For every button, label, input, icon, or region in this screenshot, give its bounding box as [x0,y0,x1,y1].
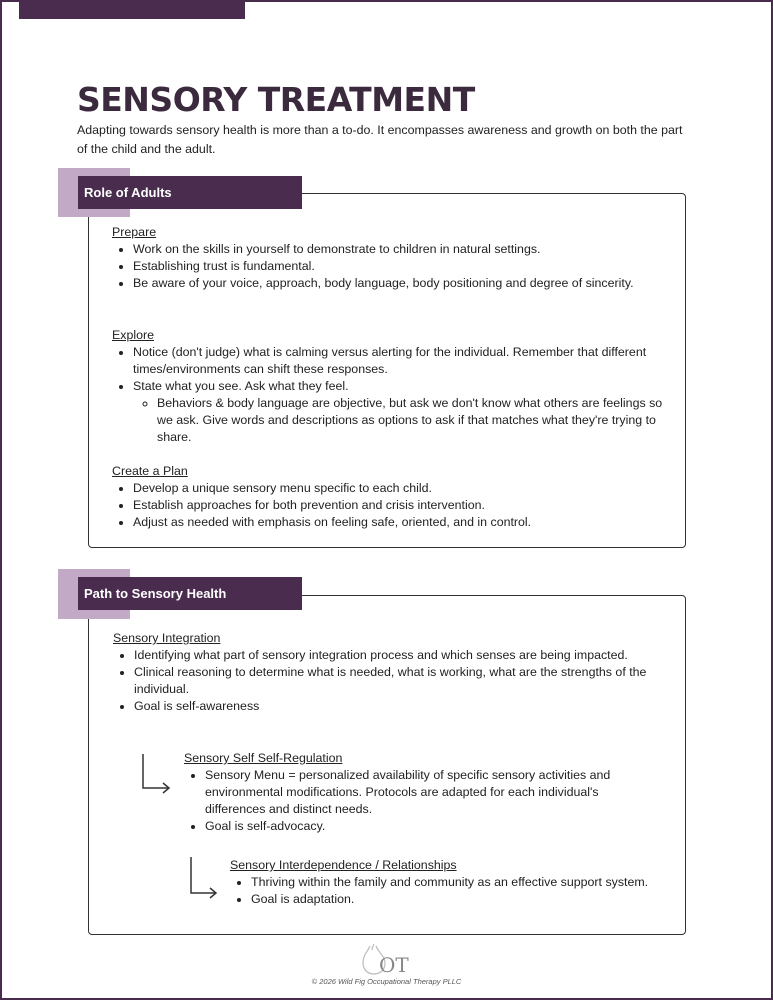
list-item: • Establishing trust is fundamental. [133,258,672,275]
wild-fig-logo-icon [360,942,414,976]
list-item: • Goal is adaptation. [251,891,650,908]
regulation-heading: Sensory Self Self-Regulation [184,751,343,765]
intro-text: Adapting towards sensory health is more than a to-do. It encompasses awareness and growth on both the part of the child and the adult. [77,123,683,156]
page-title: SENSORY TREATMENT [77,80,475,119]
integration-list [113,647,653,715]
interdependence-section [230,857,650,908]
list-item: • Clinical reasoning to determine what is needed, what is working, what are the strengths of the individual. [134,664,653,698]
regulation-section [184,750,654,835]
list-item: • Thriving within the family and community as an effective support system. [251,874,650,891]
list-item: • Notice (don't judge) what is calming versus alerting for the individual. Remember that different times/environments can shift these responses. [133,344,672,378]
plan-heading: Create a Plan [112,464,188,478]
top-accent-bar [19,0,245,19]
logo-text: OT [379,953,409,976]
copyright-footer: © 2026 Wild Fig Occupational Therapy PLLC [311,977,462,986]
list-item: • Work on the skills in yourself to demonstrate to children in natural settings. [133,241,672,258]
role-of-adults-tab: Role of Adults [78,176,302,209]
explore-heading: Explore [112,328,155,342]
explore-section [112,327,672,446]
integration-heading: Sensory Integration [113,631,221,645]
plan-section [112,463,672,531]
integration-section [113,630,653,715]
explore-list [112,344,672,395]
arrow-down-right-icon [140,752,174,794]
interdependence-list [230,874,650,908]
list-item: • Be aware of your voice, approach, body language, body positioning and degree of sincerity. [133,275,672,292]
list-item: • Adjust as needed with emphasis on feeling safe, oriented, and in control. [133,514,672,531]
prepare-heading: Prepare [112,225,157,239]
arrow-down-right-icon [188,855,220,899]
prepare-section [112,224,672,292]
regulation-list [184,767,654,835]
list-item: • Identifying what part of sensory integration process and which senses are being impacted. [134,647,653,664]
prepare-list [112,241,672,292]
interdependence-heading: Sensory Interdependence / Relationships [230,858,457,872]
list-item: • Develop a unique sensory menu specific to each child. [133,480,672,497]
list-item: • Goal is self-awareness [134,698,653,715]
sub-list-item: ◦ Behaviors & body language are objective, but ask we don't know what others are feelings so we ask. Give words and descriptions as options to ask if that matches what they're trying to share. [157,395,672,446]
plan-list [112,480,672,531]
list-item: • Goal is self-advocacy. [205,818,654,835]
list-item: • Sensory Menu = personalized availability of specific sensory activities and environmental modifications. Protocols are adapted for each individual's differences and distinct needs. [205,767,654,818]
list-item: • State what you see. Ask what they feel. [133,378,672,395]
path-to-health-tab: Path to Sensory Health [78,577,302,610]
explore-sublist [133,395,672,446]
list-item: • Establish approaches for both prevention and crisis intervention. [133,497,672,514]
